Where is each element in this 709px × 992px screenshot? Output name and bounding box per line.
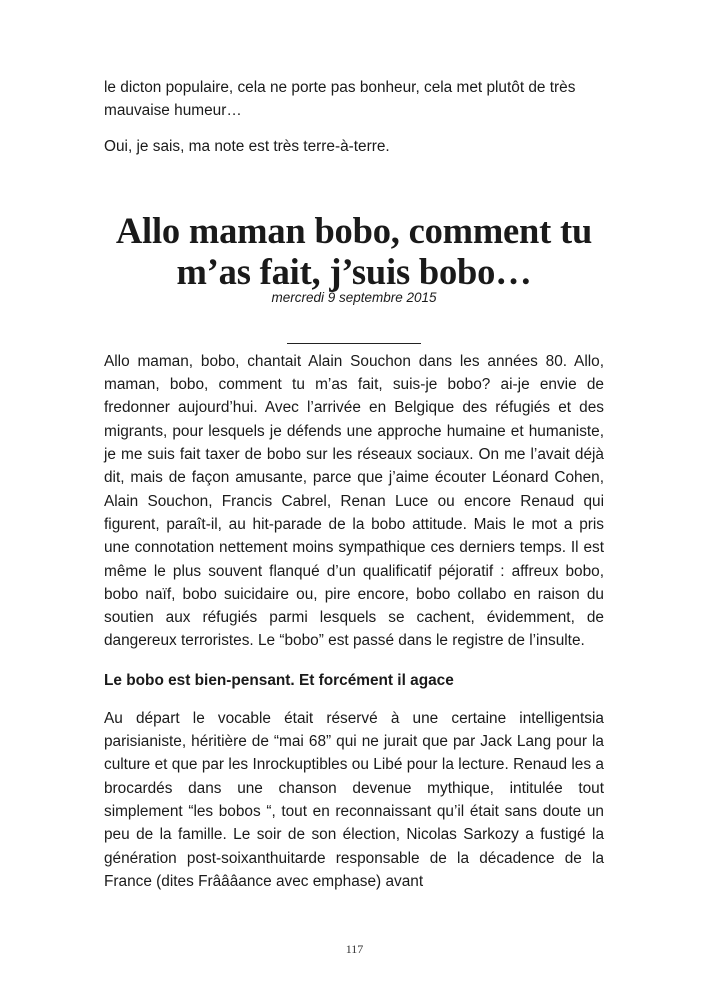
article-date: mercredi 9 septembre 2015	[271, 289, 437, 305]
section-subheading: Le bobo est bien-pensant. Et forcément il agace	[104, 671, 454, 689]
page-number: 117	[345, 942, 364, 956]
body-paragraph-1: Allo maman, bobo, chantait Alain Souchon dans les années 80. Allo, maman, bobo, comment tu m’as fait, suis-je bobo? ai-je envie de fredonner aujourd’hui. Avec l’arrivée en Belgique des réfugiés et des migrants, pour lesquels je défends une approche humaine et humaniste, je me suis fait taxer de bobo sur les réseaux sociaux. On me l’avait déjà dit, mais de façon amusante, parce que j’aime écouter Léonard Cohen, Alain Souchon, Francis Cabrel, Renan Luce ou encore Renaud qui figurent, paraît-il, au hit-parade de la bobo attitude. Mais le mot a pris une connotation nettement moins sympathique ces derniers temps. Il est même le plus souvent flanqué d’un qualificatif péjoratif : affreux bobo, bobo naïf, bobo suicidaire ou, pire encore, bobo collabo en raison du soutien aux réfugiés parmi lesquels se cachent, évidemment, de dangereux terroristes. Le “bobo” est passé dans le registre de l’insulte.	[104, 352, 604, 650]
intro-paragraph: le dicton populaire, cela ne porte pas bonheur, cela met plutôt de très mauvaise humeur…	[104, 79, 576, 120]
intro-note: Oui, je sais, ma note est très terre-à-terre.	[104, 137, 390, 155]
body-paragraph-2: Au départ le vocable était réservé à une certaine intelligentsia parisianiste, héritière de “mai 68” qui ne jurait que par Jack Lang pour la culture et que par les Inrockuptibles ou Libé pour la lecture. Renaud les a brocardés dans une chanson devenue mythique, intitulée tout simplement “les bobos “, tout en reconnaissant qu’il était sans doute un peu de la famille. Le soir de son élection, Nicolas Sarkozy a fustigé la génération post-soixanthuitarde responsable de la décadence de la France (dites Frâââance avec emphase) avant	[104, 709, 604, 890]
article-title: Allo maman bobo, comment tu m’as fait, j’suis bobo…	[115, 209, 593, 292]
page-content	[104, 76, 604, 893]
title-divider	[287, 343, 421, 344]
